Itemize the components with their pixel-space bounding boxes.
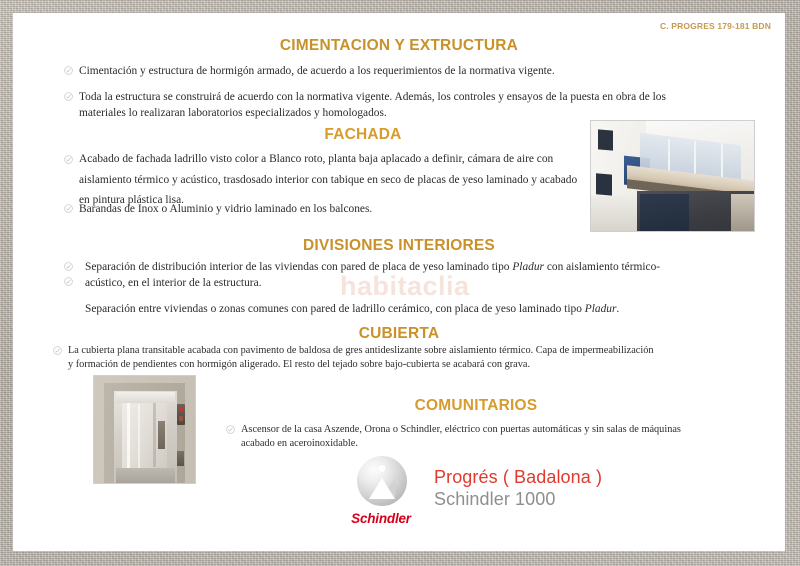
schindler-logo [335,456,427,534]
check-circle-icon [226,425,235,434]
heading-cimentacion: CIMENTACION Y EXTRUCTURA [279,37,519,54]
property-address: C. PROGRES 179-181 BDN [659,21,771,31]
heading-divisiones: DIVISIONES INTERIORES [303,237,495,254]
text-cimentacion-2-line2: materiales lo realizaran laboratorios especializados y homologados. [79,107,387,120]
text-cubierta-1-line2: y formación de pendientes con hormigón aligerado. El resto del tejado sobre bajo-cubierta se acabará con grava. [68,358,531,370]
text-divisiones-1-line2: acústico, en el interior de la estructura. [85,277,262,290]
elevator-caption [434,467,602,510]
document-sheet [13,13,785,551]
text-fachada-1-line2: aislamiento térmico y acústico, trasdosado interior con tabique en seco de placas de yeso laminado y acabado [79,173,578,186]
heading-cubierta: CUBIERTA [358,325,440,342]
text-divisiones-2 [85,301,745,317]
schindler-dot-shape [379,465,386,472]
text-divisiones-1c: con aislamiento térmico- [543,261,661,273]
facade-photo-image [591,121,754,231]
text-comunitarios-1-line1: Ascensor de la casa Aszende, Orona o Schindler, eléctrico con puertas automáticas y sin salas de máquinas [241,424,681,435]
text-divisiones-1a: Separación de distribución interior de las viviendas con pared de placa de yeso laminado tipo [85,261,513,273]
text-cubierta-1-line1: La cubierta plana transitable acabada con pavimento de baldosa de gres antideslizante sobre aislamiento térmico. Capa de impermeabilización [68,345,654,356]
text-comunitarios-1 [241,423,761,451]
habitaclia-watermark: habitaclia [340,271,470,301]
check-circle-icon [64,66,73,75]
check-circle-icon [64,92,73,101]
text-cimentacion-2 [79,89,779,121]
facade-photo [590,120,755,232]
schindler-wordmark: Schindler [351,511,411,526]
text-cubierta-1 [68,344,783,372]
schindler-peak-shape [369,478,395,499]
text-cimentacion-2-line1: Toda la estructura se construirá de acuerdo con la normativa vigente. Además, los controles y ensayos de la puesta en obra de los [79,91,666,103]
check-circle-icon [64,155,73,164]
check-circle-icon [53,346,62,355]
elevator-photo-image [94,376,195,483]
schindler-mark-icon [357,456,407,506]
text-fachada-1-line1: Acabado de fachada ladrillo visto color a Blanco roto, planta baja aplacado a definir, cámara de aire con [79,153,554,165]
check-circle-icon [64,204,73,213]
text-fachada-1-line3: en pintura plástica lisa. [79,194,185,207]
text-divisiones-pladur-1: Pladur [512,261,544,273]
text-divisiones-2c: . [616,303,620,315]
heading-comunitarios: COMUNITARIOS [414,397,538,414]
text-divisiones-pladur-2: Pladur [584,303,617,315]
text-divisiones-1 [85,259,725,291]
text-comunitarios-1-line2: acabado en aceroinoxidable. [241,437,358,449]
elevator-model: Schindler 1000 [434,489,556,509]
text-cimentacion-1: Cimentación y estructura de hormigón armado, de acuerdo a los requerimientos de la normativa vigente. [79,65,555,77]
elevator-photo [93,375,196,484]
heading-fachada: FACHADA [324,126,402,143]
text-fachada-2: Barandas de Inox o Aluminio y vidrio laminado en los balcones. [79,203,373,215]
project-name: Progrés ( Badalona ) [434,467,603,487]
text-divisiones-2a: Separación entre viviendas o zonas comunes con pared de ladrillo cerámico, con placa de yeso laminado tipo [85,303,585,315]
check-circle-icon [64,277,73,286]
check-circle-icon [64,262,73,271]
text-divisiones-1-line1 [85,259,725,275]
